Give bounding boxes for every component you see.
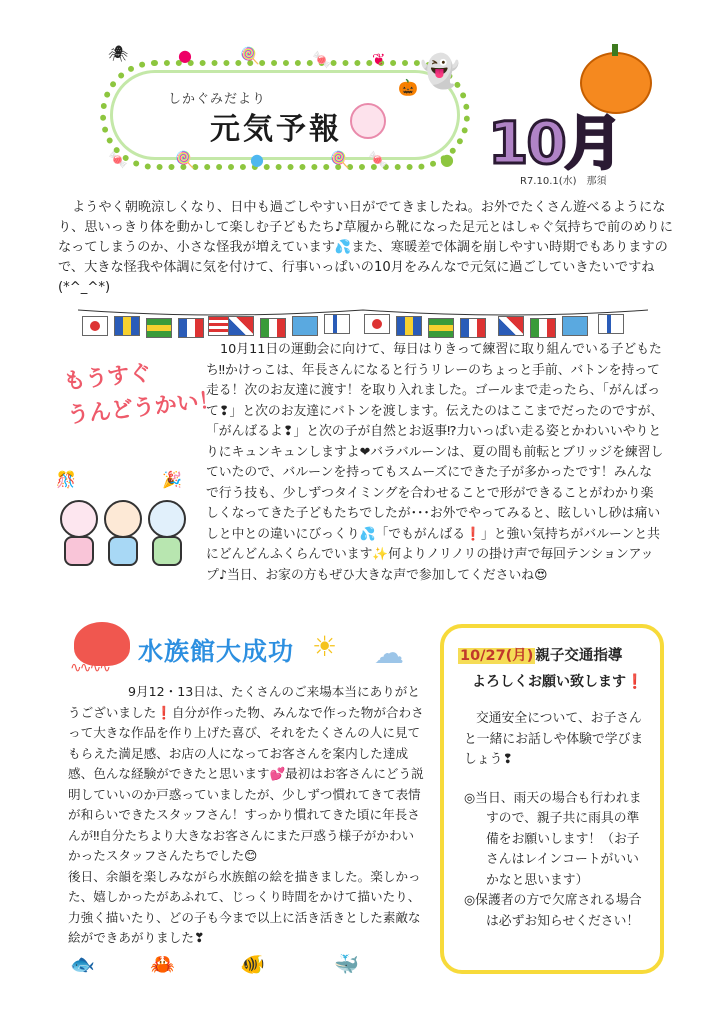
flag-finland-like-2: [598, 314, 624, 334]
ghost-icon: 👻: [420, 52, 460, 90]
crab-icon: 🦀: [150, 952, 175, 976]
confetti-icon-2: 🎉: [162, 470, 182, 489]
aquarium-heading: 水族館大成功: [138, 637, 295, 666]
flag-colombia-like: [114, 316, 140, 336]
cane-icon-2: 🍭: [175, 150, 195, 169]
flag-italy: [260, 318, 286, 338]
undoukai-heading-line1: もうすぐ: [62, 360, 153, 395]
aquarium-paragraph-2: 後日、余韻を楽しみながら水族館の絵を描きました。楽しかった、嬉しかったがあふれて、じっくり時間をかけて描いたり、力強く描いたり、どの子も今まで以上に活き活きとした素敵な絵ができあがりました❣: [68, 868, 421, 945]
flag-japan-2: [364, 314, 390, 334]
lollipop-icon-2: 🍭: [330, 150, 350, 169]
aquarium-body: [68, 682, 424, 949]
candy-wrapper-icon-2: 🍬: [108, 150, 128, 169]
notice-subheading: よろしくお願い致します❗: [472, 674, 644, 690]
flag-france: [178, 318, 204, 338]
whale-icon: 🐳: [334, 952, 359, 976]
kid-body-3: [152, 536, 182, 566]
flag-gabon-like-2: [428, 318, 454, 338]
notice-date: 10/27(月): [460, 648, 534, 664]
kid-face-1: [60, 500, 98, 538]
undoukai-body: 10月11日の運動会に向けて、毎日はりきって練習に取り組んでいる子どもたち‼かけっこは、年長さんになると行うリレーのちょっと手前、バトンを持って走る！次のお友達に渡す！を取り入れました。ゴールまで走ったら、「がんばって❢」と次のお友達にバトンを渡します。伝えたのはここまでだったのですが、「がんばるよ❢」と次の子が自然とお返事⁉力いっぱい走る姿とかわいいやりとりにキュンキュンしますよ❤バラバルーンは、夏の間も前転とブリッジを練習していたので、バルーンを持ってもスムーズにできた子が多かったです！みんなで行う技も、少しずつタイミングを合わせることで形ができることがわかり楽しくなってきた子どもたちでしたが･･･お外でやってみると、眩しいし砂は痛いしと中との違いにびっくり💦「でもがんばる❗」と強い気持ちがバルーンと共にどんどんふくらんでいます✨何よりノリノリの掛け声で毎回テンションアップ♪当日、お家の方もぜひ大きな声で参加してくださいね😍: [206, 342, 664, 583]
flower-badge: [350, 103, 386, 139]
fish-icon-2: 🐠: [240, 952, 265, 976]
kid-body-1: [64, 536, 94, 566]
aquarium-paragraph-1: 9月12・13日は、たくさんのご来場本当にありがとうございました❗自分が作った物、みんなで作った物が合わさって大きな作品を作り上げた喜び、それをたくさんの人に見てもらえた満足感、お店の人になってお客さんを案内した達成感、色んな経験ができたと思います💕最初はお客さんにどう説明していいのか戸惑っていましたが、少しずつ慣れてきて表情が和らいできたスタッフさん！すっかり慣れてきた頃に年長さんが‼自分たちより大きなお客さんにまた戸惑う様子がかわいかったスタッフさんたちでした😊: [68, 684, 424, 863]
octopus-legs-icon: ∿∿∿∿: [70, 660, 109, 676]
halloween-pumpkin-icon: 🎃: [398, 78, 418, 97]
flag-finland-like: [324, 314, 350, 334]
fish-icon: 🐟: [70, 952, 95, 976]
notice-heading-text: 親子交通指導: [535, 648, 623, 664]
kids-running-illustration: [52, 470, 192, 570]
undoukai-heading-line2: うんどうかい！: [65, 387, 222, 429]
kid-face-2: [104, 500, 142, 538]
flag-somalia-like: [292, 316, 318, 336]
month-title: 10月: [488, 109, 621, 177]
flag-czech-like-2: [498, 316, 524, 336]
notice-item-absence: ◎保護者の方で欠席される場合は必ずお知らせください！: [464, 893, 642, 929]
flag-italy-2: [530, 318, 556, 338]
date-author: R7.10.1(水) 那須: [520, 176, 607, 187]
notice-heading: [458, 644, 646, 665]
flag-japan: [82, 316, 108, 336]
jellyfish-icon: ☁: [374, 636, 404, 671]
flag-gabon-like: [146, 318, 172, 338]
lollipop-icon: 🍭: [240, 46, 260, 65]
newsletter-title: 元気予報: [210, 112, 342, 147]
candy-wrapper-icon-3: 🍬: [368, 150, 388, 169]
cane-icon: ❦: [372, 50, 386, 69]
candy-ball-icon-2: ●: [440, 150, 454, 169]
flag-colombia-like-2: [396, 316, 422, 336]
undoukai-heading: [62, 350, 222, 434]
candy-icon: ●: [178, 46, 192, 65]
confetti-icon: 🎊: [56, 470, 76, 489]
notice-intro: 交通安全について、お子さんと一緒にお話しや体験で学びましょう❢: [464, 711, 644, 767]
candy-ball-icon: ●: [250, 150, 264, 169]
spider-icon: 🕷: [108, 44, 129, 63]
flag-somalia-like-2: [562, 316, 588, 336]
flag-czech-like: [228, 316, 254, 336]
intro-paragraph: ようやく朝晩涼しくなり、日中も過ごしやすい日がでてきましたね。お外でたくさん遊べるようになり、思いっきり体を動かして楽しむ子どもたち♪草履から靴になった足元とはしゃぐ気持ちで前のめりになってしまうのか、小さな怪我が増えています💦また、寒暖差で体調を崩しやすい時期でもありますので、大きな怪我や体調に気を付けて、行事いっぱいの10月をみんなで元気に過ごしていきたいですね(*^_^*): [58, 200, 673, 295]
candy-wrapper-icon: 🍬: [312, 50, 332, 69]
sea-creatures-row: [70, 952, 420, 982]
newsletter-subtitle: しかぐみだより: [168, 92, 267, 107]
flag-france-2: [460, 318, 486, 338]
kid-body-2: [108, 536, 138, 566]
notice-item-rain: ◎当日、雨天の場合も行われますので、親子共に雨具の準備をお願いします！（お子さんはレインコートがいいかなと思います）: [464, 790, 642, 888]
notice-box: [440, 624, 664, 974]
sun-icon: ☀: [312, 630, 338, 663]
kid-face-3: [148, 500, 186, 538]
